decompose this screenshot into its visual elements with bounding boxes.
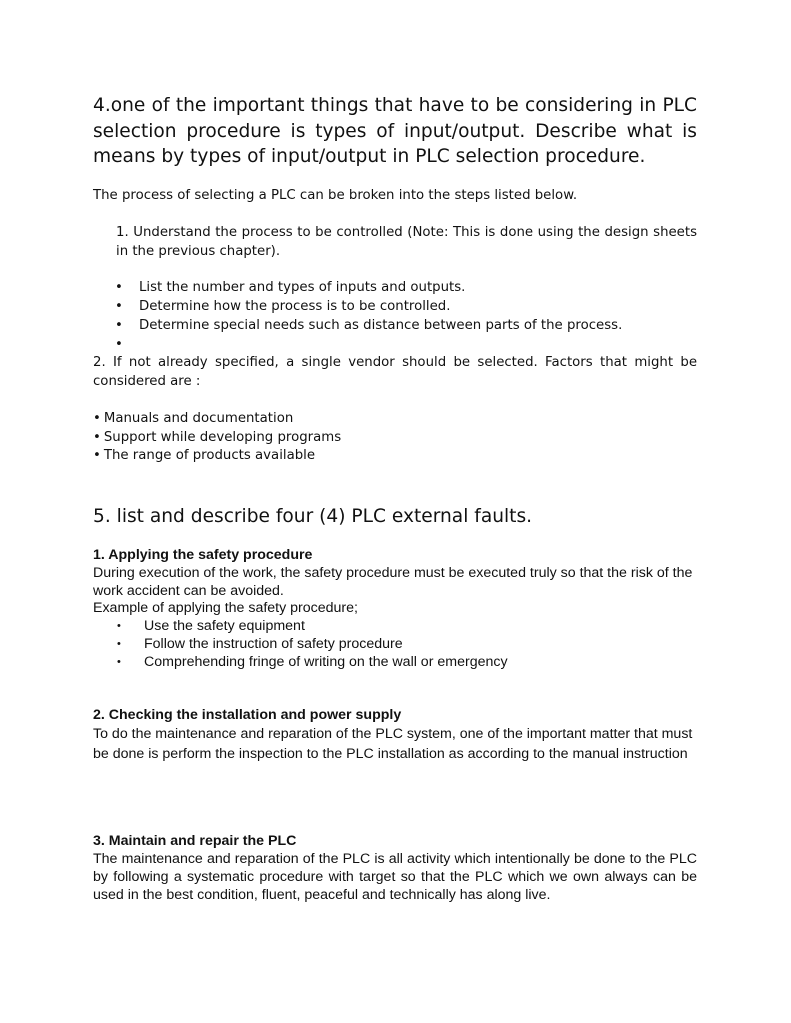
bullet-icon: • bbox=[115, 280, 123, 295]
list-item-text: The range of products available bbox=[103, 448, 316, 463]
list-item-text: Follow the instruction of safety procedure bbox=[144, 636, 403, 652]
bullet-icon: • bbox=[115, 318, 123, 333]
q4-step-1-bullets bbox=[93, 278, 697, 354]
list-item bbox=[93, 316, 697, 335]
bullet-icon: • bbox=[117, 638, 121, 650]
list-item bbox=[93, 617, 697, 635]
q5-item-1-bullets bbox=[93, 617, 697, 671]
q4-intro: The process of selecting a PLC can be broken into the steps listed below. bbox=[93, 188, 578, 203]
list-item-text: Support while developing programs bbox=[103, 429, 342, 445]
bullet-icon: • bbox=[115, 299, 123, 314]
list-item bbox=[93, 409, 697, 428]
list-item-text: Determine special needs such as distance between parts of the process. bbox=[139, 318, 623, 333]
q5-item-3-title: 3. Maintain and repair the PLC bbox=[93, 833, 297, 849]
bullet-icon: • bbox=[93, 448, 101, 463]
question-4-heading: 4.one of the important things that have to be considering in PLC selection procedure is types of input/output. Describe what is means by types of input/output in PLC selection procedure. bbox=[93, 95, 697, 167]
question-5-heading: 5. list and describe four (4) PLC external faults. bbox=[93, 506, 533, 527]
list-item bbox=[93, 335, 697, 354]
q5-item-1-example: Example of applying the safety procedure; bbox=[93, 600, 358, 616]
q5-item-2-text: To do the maintenance and reparation of the PLC system, one of the important matter that must be done is perform the inspection to the PLC installation as according to the manual instruction bbox=[93, 726, 693, 762]
list-item-text: Determine how the process is to be controlled. bbox=[139, 299, 451, 314]
bullet-icon: • bbox=[117, 620, 121, 632]
q4-step-1: 1. Understand the process to be controlled (Note: This is done using the design sheets in the previous chapter). bbox=[116, 225, 714, 259]
list-item bbox=[93, 653, 697, 671]
q5-item-1-title: 1. Applying the safety procedure bbox=[93, 547, 313, 563]
bullet-icon: • bbox=[115, 337, 123, 352]
q4-factor-list bbox=[93, 409, 697, 465]
list-item-text: Manuals and documentation bbox=[103, 411, 294, 426]
q5-item-2-title: 2. Checking the installation and power supply bbox=[93, 707, 402, 723]
bullet-icon: • bbox=[117, 656, 121, 668]
list-item-text: List the number and types of inputs and outputs. bbox=[139, 280, 466, 295]
list-item bbox=[93, 297, 697, 316]
list-item bbox=[93, 278, 697, 297]
list-item bbox=[93, 428, 697, 447]
list-item bbox=[93, 635, 697, 653]
bullet-icon: • bbox=[93, 429, 101, 445]
bullet-icon: • bbox=[93, 411, 101, 426]
q5-item-3-text: The maintenance and reparation of the PLC is all activity which intentionally be done to the PLC by following a systematic procedure with target so that the PLC which we own always can be used in the best condition, fluent, peaceful and technically has along live. bbox=[93, 851, 697, 903]
list-item-text: Comprehending fringe of writing on the wall or emergency bbox=[144, 654, 508, 670]
q4-step-2: 2. If not already specified, a single vendor should be selected. Factors that might be considered are : bbox=[93, 355, 697, 389]
q5-item-1-text: During execution of the work, the safety procedure must be executed truly so that the risk of the work accident can be avoided. bbox=[93, 565, 693, 599]
list-item bbox=[93, 446, 697, 465]
list-item-text: Use the safety equipment bbox=[144, 618, 305, 634]
